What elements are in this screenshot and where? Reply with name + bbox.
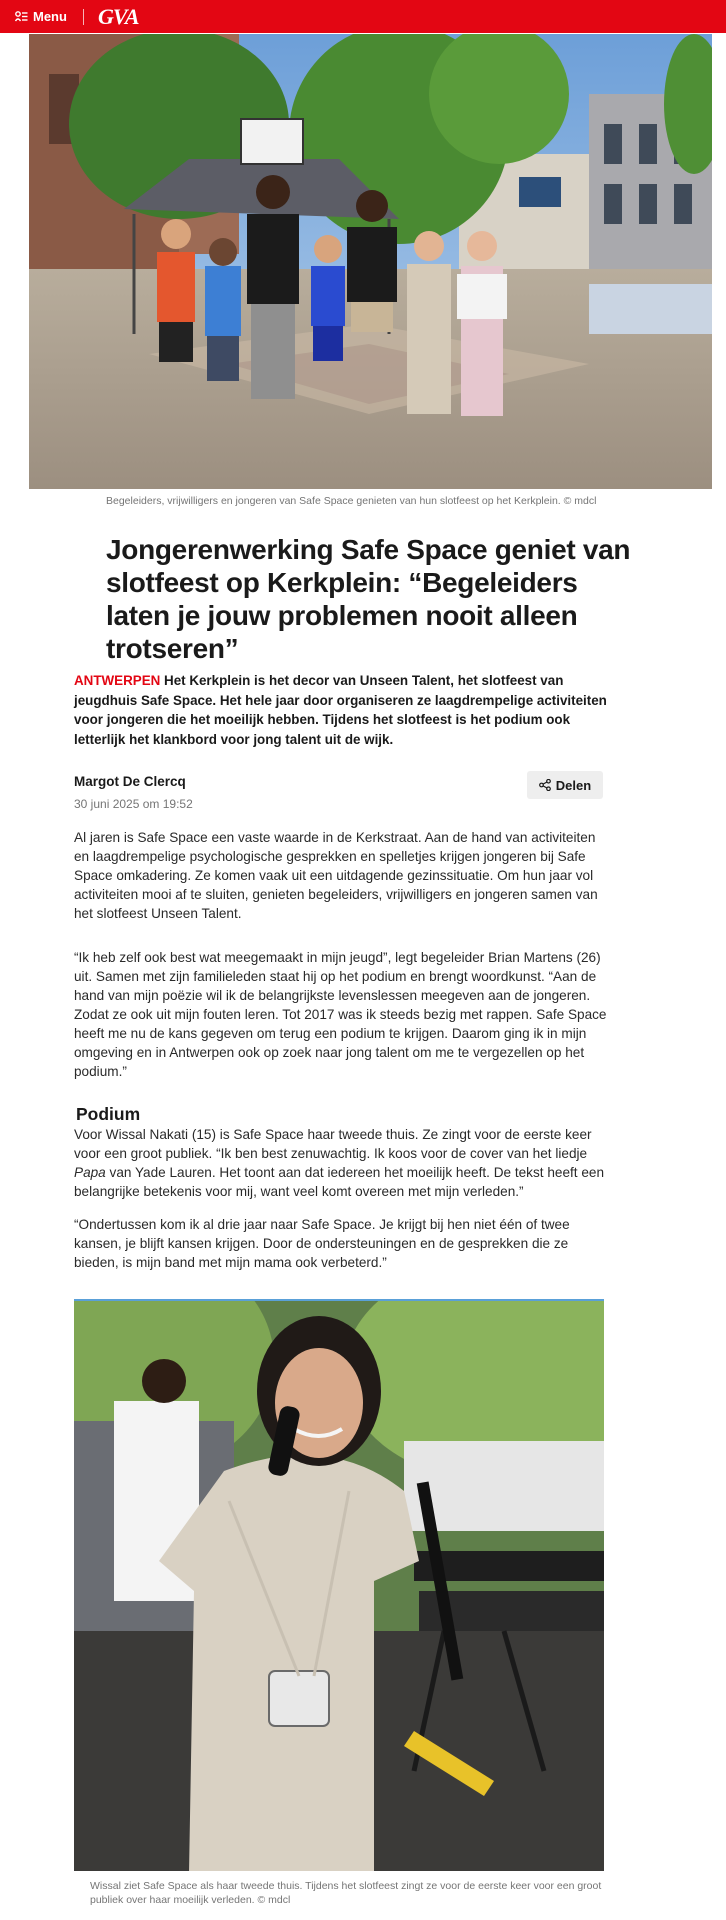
menu-icon bbox=[14, 10, 28, 24]
paragraph-3-part-b: van Yade Lauren. Het toont aan dat iedereen het moeilijk heeft. De tekst heeft een belangrijke betekenis voor mij, want veel komt overeen met mijn verleden.” bbox=[74, 1165, 605, 1199]
article-lead bbox=[74, 671, 614, 749]
singer-photo-caption: Wissal ziet Safe Space als haar tweede thuis. Tijdens het slotfeest zingt ze voor de eerste keer voor een groot publiek over haar moeilijk verleden. © mdcl bbox=[90, 1880, 602, 1906]
topbar-divider bbox=[83, 9, 84, 25]
hero-photo[interactable] bbox=[29, 34, 712, 489]
share-icon bbox=[539, 779, 551, 791]
lead-text: Het Kerkplein is het decor van Unseen Talent, het slotfeest van jeugdhuis Safe Space. Het hele jaar door organiseren ze laagdrempelige activiteiten voor jongeren die het moeilijk hebben. Tijdens het slotfeest is het podium ook letterlijk het klankbord voor jong talent uit de wijk. bbox=[74, 673, 607, 747]
menu-label: Menu bbox=[33, 9, 67, 24]
top-navigation-bar bbox=[0, 0, 726, 33]
share-label: Delen bbox=[555, 777, 592, 793]
gva-logo[interactable]: GVA bbox=[97, 3, 139, 29]
article-headline: Jongerenwerking Safe Space geniet van slotfeest op Kerkplein: “Begeleiders laten je jouw problemen nooit alleen trotseren” bbox=[106, 534, 631, 664]
paragraph-3-part-a: Voor Wissal Nakati (15) is Safe Space haar tweede thuis. Ze zingt voor de eerste keer voor een groot publiek. “Ik ben best zenuwachtig. Ik koos voor de cover van het liedje bbox=[74, 1127, 592, 1161]
paragraph-4: “Ondertussen kom ik al drie jaar naar Safe Space. Je krijgt bij hen niet één of twee kansen, je blijft kansen krijgen. Door de ondersteuningen en de gesprekken die ze bieden, is mijn band met mijn mama ook verbeterd.” bbox=[74, 1217, 570, 1270]
share-button[interactable] bbox=[527, 771, 603, 799]
publish-date: 30 juni 2025 om 19:52 bbox=[74, 797, 193, 811]
singer-photo[interactable] bbox=[74, 1299, 604, 1871]
subheading-podium: Podium bbox=[76, 1104, 141, 1124]
menu-button[interactable] bbox=[14, 0, 67, 33]
paragraph-1: Al jaren is Safe Space een vaste waarde in de Kerkstraat. Aan de hand van activiteiten en laagdrempelige psychologische gesprekken en spelletjes krijgen jongeren bij Safe Space omkadering. Ze komen vaak uit een uitdagende gezinssituatie. Om hun jaar vol activiteiten mooi af te sluiten, genieten begeleiders, vrijwilligers en jongeren samen van het slotfeest Unseen Talent. bbox=[74, 830, 598, 921]
paragraph-2: “Ik heb zelf ook best wat meegemaakt in mijn jeugd”, legt begeleider Brian Martens (26) uit. Samen met zijn familieleden staat hij op het podium en brengt woordkunst. “Aan de hand van mijn poëzie wil ik de belangrijkste levenslessen meegeven aan de jongeren. Zodat ze ook uit mijn fouten leren. Tot 2017 was ik steeds bezig met rappen. Safe Space heeft me nu de kans gegeven om terug een podium te krijgen. Daarom ging ik in mijn omgeving en in Antwerpen ook op zoek naar jong talent om me te vergezellen op het podium.” bbox=[74, 950, 607, 1079]
paragraph-3 bbox=[74, 1125, 610, 1201]
hero-caption: Begeleiders, vrijwilligers en jongeren van Safe Space genieten van hun slotfeest op het Kerkplein. © mdcl bbox=[106, 495, 597, 507]
song-title: Papa bbox=[74, 1165, 106, 1180]
lead-location: ANTWERPEN bbox=[74, 673, 161, 688]
author-name[interactable]: Margot De Clercq bbox=[74, 774, 186, 789]
